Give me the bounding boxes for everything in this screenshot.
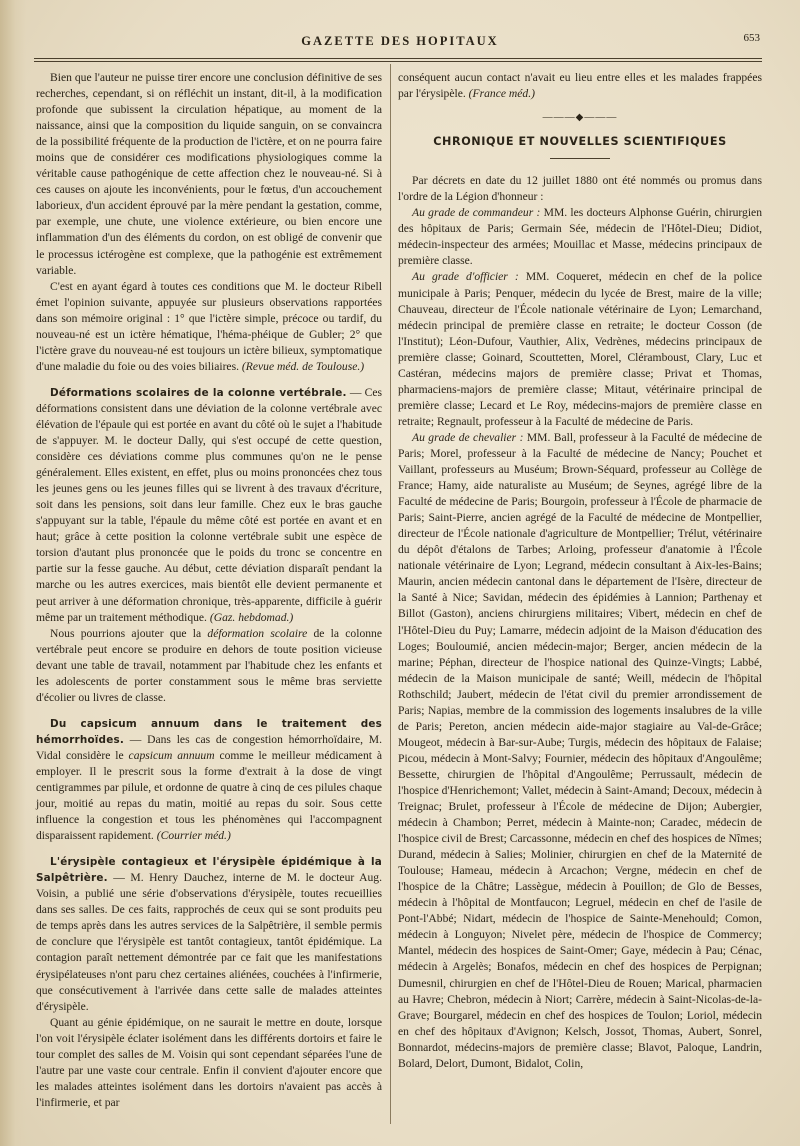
article-capsicum: Du capsicum annuum dans le traitement des hémorrhoïdes. — Dans les cas de congestion hémorrhoïdaire, M. Vidal considère le capsicum annuum comme le meilleur médicament à employer. Il le prescrit sous la forme d'extrait à la dose de vingt centigrammes par pilule, et ordonne de quatre à cinq de ces pilules chaque jour, moitié au repas du matin, moitié au repas du soir. Sous cette influence la congestion et tous les phénomènes qui l'accompagnent disparaissent rapidement. (Courrier méd.) — [36, 717, 383, 843]
paragraph: Par décrets en date du 12 juillet 1880 ont été nommés ou promus dans l'ordre de la Légion d'honneur : — [398, 174, 762, 204]
paragraph: Bien que l'auteur ne puisse tirer encore une conclusion définitive de ses recherches, cependant, si on réfléchit un instant, dit-il, à la modification profonde que subissent la circulation hépatique, au moment de la naissance, ainsi que la composition du liquide sanguin, on se convaincra de la possibilité fréquente de la production de l'ictère, et on ne pourra faire moins que de considérer ces modifications physiologiques comme la véritable cause pathogénique de cette affection chez le nouveau-né. Si à ces causes on ajoute les inconvénients, pour le fœtus, d'un accouchement laborieux, d'un accident éprouvé par la mère pendant la gestation, comme, par exemple, une chute, une violence extérieure, ou bien encore une inflammation d'un des éléments du cordon, on est obligé de convenir que le processus ictérogène est complexe, que la pathogénie est extrêmement variable. — [36, 71, 382, 277]
header-rule-bottom — [34, 61, 762, 62]
paragraph: Quant au génie épidémique, on ne saurait le mettre en doute, lorsque l'on voit l'érysipèle éclater isolément dans les différents dortoirs et faire le tour complet des salles de M. Voisin qui sont cependant séparées l'une de l'autre par une vaste cour centrale. Enfin il convient d'ajouter encore que les malades atteintes isolément dans les dortoirs n'avaient pas accès à l'infirmerie, et par — [36, 1015, 382, 1109]
page-number: 653 — [743, 32, 760, 44]
source-citation: (Courrier méd.) — [156, 829, 231, 843]
page-header — [30, 30, 770, 56]
grade-officier: Au grade d'officier : MM. Coqueret, médecin en chef de la police municipale à Paris; Penquer, médecin du lycée de Brest, maire de la ville; Chauveau, directeur de l'École nationale vétérinaire de Lyon; Lemarchand, médecin principal de première classe en retraite; le docteur Cosson (de l'Institut); Léon-Dufour, Vauthier, Alix, Vedrènes, médecins principaux de première classe; Goinard, Scouttetten, Morel, Cléramboust, Clary, Luc et Castéran, médecins majors de première classe; Privat et Thomas, pharmaciens-majors de première classe; Mitaut, vétérinaire principal de première classe; Lecard et Le Roy, médecins-majors de première classe en retraite; Regnault, professeur à la Faculté de médecine de Paris. — [398, 270, 762, 428]
grade-chevalier: Au grade de chevalier : MM. Ball, professeur à la Faculté de médecine de Paris; Morel, professeur à la Faculté de médecine de Nancy; Pouchet et Vaillant, professeurs au Muséum; Brown-Séquard, professeur au Collège de France; Hamy, aide naturaliste au Muséum; de Seynes, agrégé libre de la Faculté de médecine de Paris; Bourgoin, professeur à l'École de pharmacie de Paris; Saint-Pierre, ancien agrégé de la Faculté de médecine de Montpellier, directeur de l'École nationale d'agriculture de Montpellier; Trélut, vétérinaire du dépôt d'étalons de Tarbes; Arloing, professeur d'anatomie à l'École nationale vétérinaire de Lyon; Legrand, médecin consultant à Aix-les-Bains; Maurin, ancien médecin cantonal dans le département de l'Isère, directeur de la Santé à Nice; Savidan, médecin des épidémies à Lannion; Parthenay et Billot (Gaston), anciens chirurgiens militaires; Vibert, médecin en chef de l'Hôtel-Dieu du Puy; Lamarre, médecin adjoint de la Maison d'éducation des Loges; Bouloumié, ancien médecin-major; Berger, ancien médecin de la marine; Péphan, directeur de l'hospice national des Quinze-Vingts; Labbé, médecin de la Maison municipale de santé; Weill, médecin de l'hôpital Rothschild; Jaubert, médecin de l'état civil du premier arrondissement de Paris; Napias, membre de la commission des logements insalubres de la ville de Paris; Pereton, ancien médecin aide-major stagiaire au Val-de-Grâce; Mougeot, médecin à Bar-sur-Aube; Turgis, médecin des hôpitaux de Falaise; Picou, médecin à Mont-Salvy; Fournier, médecin des hôpitaux d'Angoulême; Bessette, chirurgien de l'hôpital d'Angoulême; Perrussault, médecin de l'hospice d'Henrichemont; Vallet, médecin à Saint-Amand; Decoux, médecin à Treignac; Brulet, professeur à l'École de médecine de Dijon; Aubergier, médecin à Chambon; Perret, médecin à Mainte-non; Caradec, médecin de l'hospice civil de Brest; Carcassonne, médecin en chef des hospices de Nîmes; Durand, médecin à Salies; Molinier, chirurgien en chef de la Maternité de Toulouse; Hameau, médecin à Arcachon; Vergne, médecin en chef de l'hospice de la Châtre; Lassègue, médecin à Pouillon; de Glo de Besses, médecin à l'hôpital de Montfaucon; Legruel, médecin en chef de l'asile de Pont-l'Abbé; Nidart, médecin de l'hospice de Sainte-Menehould; Comon, médecin à Longuyon; Nivelet père, médecin de l'hospice de Commercy; Mantel, médecin des hospices de Saint-Omer; Gaye, médecin à Pau; Cénac, médecin à Argelès; Bonafos, médecin en chef des hospices de Perpignan; Dumesnil, chirurgien en chef de l'Hôtel-Dieu de Rouen; Marical, pharmacien au Havre; Chebron, médecin à Niort; Carrère, médecin à Saint-Nicolas-de-la-Grave; Bourgarel, médecin en chef des hospices de Toulon; Loriol, médecin en chef des hôpitaux d'Avignon; Kelsch, Jossot, Thomas, Aubert, Sonrel, Bonnardot, médecins-majors de première classe; Blavot, Paloque, Landrin, Bolard, Delort, Dumont, Bidalot, Colin, — [398, 430, 762, 1070]
left-column — [36, 70, 382, 1111]
paragraph: C'est en ayant égard à toutes ces conditions que M. le docteur Ribell émet l'opinion suivante, appuyée sur plusieurs observations rapportées dans son mémoire original : 1° que l'ictère simple, précoce ou tardif, du nouveau-né est un ictère hématique, l'héma-phéique de Gubler; 2° que l'ictère grave du nouveau-né est toujours un ictère bilieux, symptomatique d'une maladie du foie ou des voies biliaires. (Revue méd. de Toulouse.) — [36, 279, 382, 373]
paragraph: conséquent aucun contact n'avait eu lieu entre elles et les malades frappées par l'érysipèle. (France méd.) — [398, 71, 762, 101]
article-scolaires: Déformations scolaires de la colonne vertébrale. — Ces déformations consistent dans une déviation de la colonne vertébrale avec élévation de l'épaule qui est portée en avant du côté où le sujet a l'habitude de s'appuyer. M. le docteur Dally, qui s'est occupé de cette question, considère ces déviations comme plus communes qu'on ne le pense généralement. Elles existent, en effet, plus ou moins prononcées chez tous les jeunes gens ou les jeunes filles qui se livrent à des travaux d'écriture, soit dans les pensions, soit dans leur famille. Chez eux le bras gauche s'appuyant sur la table, l'épaule du même côté est portée en avant et en haut; grâce à cette position la colonne vertébrale subit une espèce de torsion d'autant plus prononcée que le poids du tronc se concentre en partie sur la fesse gauche. Au début, cette déviation disparaît pendant la marche ou les autres exercices, mais bientôt elle devient permanente et peut arriver à une déformation chronique, très-apparente, difficile à guérir même par un traitement méthodique. (Gaz. hebdomad.) — [36, 385, 382, 624]
ornament-divider: ———◆——— — [542, 112, 618, 124]
source-citation: (France méd.) — [468, 87, 535, 101]
section-heading: CHRONIQUE ET NOUVELLES SCIENTIFIQUES — [433, 135, 727, 149]
journal-title: GAZETTE DES HOPITAUX — [301, 34, 499, 48]
header-rule-top — [34, 58, 762, 59]
article-erysipele: L'érysipèle contagieux et l'érysipèle épidémique à la Salpêtrière. — M. Henry Dauchez, interne de M. le docteur Aug. Voisin, a publié une série d'observations d'érysipèle, toutes recueillies dans ses salles. De ces faits, rapprochés de ceux qui se sont produits peu de temps après dans les autres services de la Salpêtrière, il semble permis de conclure que l'érysipèle est tantôt contagieux, tantôt épidémique. La contagion paraît nettement démontrée par ce fait que les manifestations érysipélateuses n'ont paru chez certaines aliénées, couchées à l'infirmerie, que consécutivement à l'arrivée dans cette salle de malades atteintes d'érysipèle. — [36, 856, 382, 1013]
article-title: Du capsicum annuum dans le traitement des hémorrhoïdes. — [36, 717, 382, 746]
page-shadow-edge — [0, 0, 26, 1146]
grade-commandeur: Au grade de commandeur : MM. les docteurs Alphonse Guérin, chirurgien des hôpitaux de Paris; Germain Sée, médecin de l'Hôtel-Dieu; Didiot, médecin-inspecteur des armées; Mouillac et Masse, médecins principaux de première classe. — [398, 206, 762, 268]
column-divider — [390, 64, 391, 1124]
article-title: L'érysipèle contagieux et l'érysipèle épidémique à la Salpêtrière. — [36, 856, 382, 885]
right-column — [398, 70, 762, 1072]
article-title: Déformations scolaires de la colonne vertébrale. — [50, 386, 347, 399]
source-citation: (Gaz. hebdomad.) — [209, 610, 294, 624]
short-rule — [550, 158, 610, 159]
paragraph: Nous pourrions ajouter que la déformation scolaire de la colonne vertébrale peut encore se produire en dehors de toute position vicieuse devant une table de travail, notamment par l'habitude chez les enfants et les adolescents de porter constamment sous le même bras serviette d'écolier ou livres de classe. — [36, 626, 382, 704]
source-citation: (Revue méd. de Toulouse.) — [241, 359, 365, 373]
